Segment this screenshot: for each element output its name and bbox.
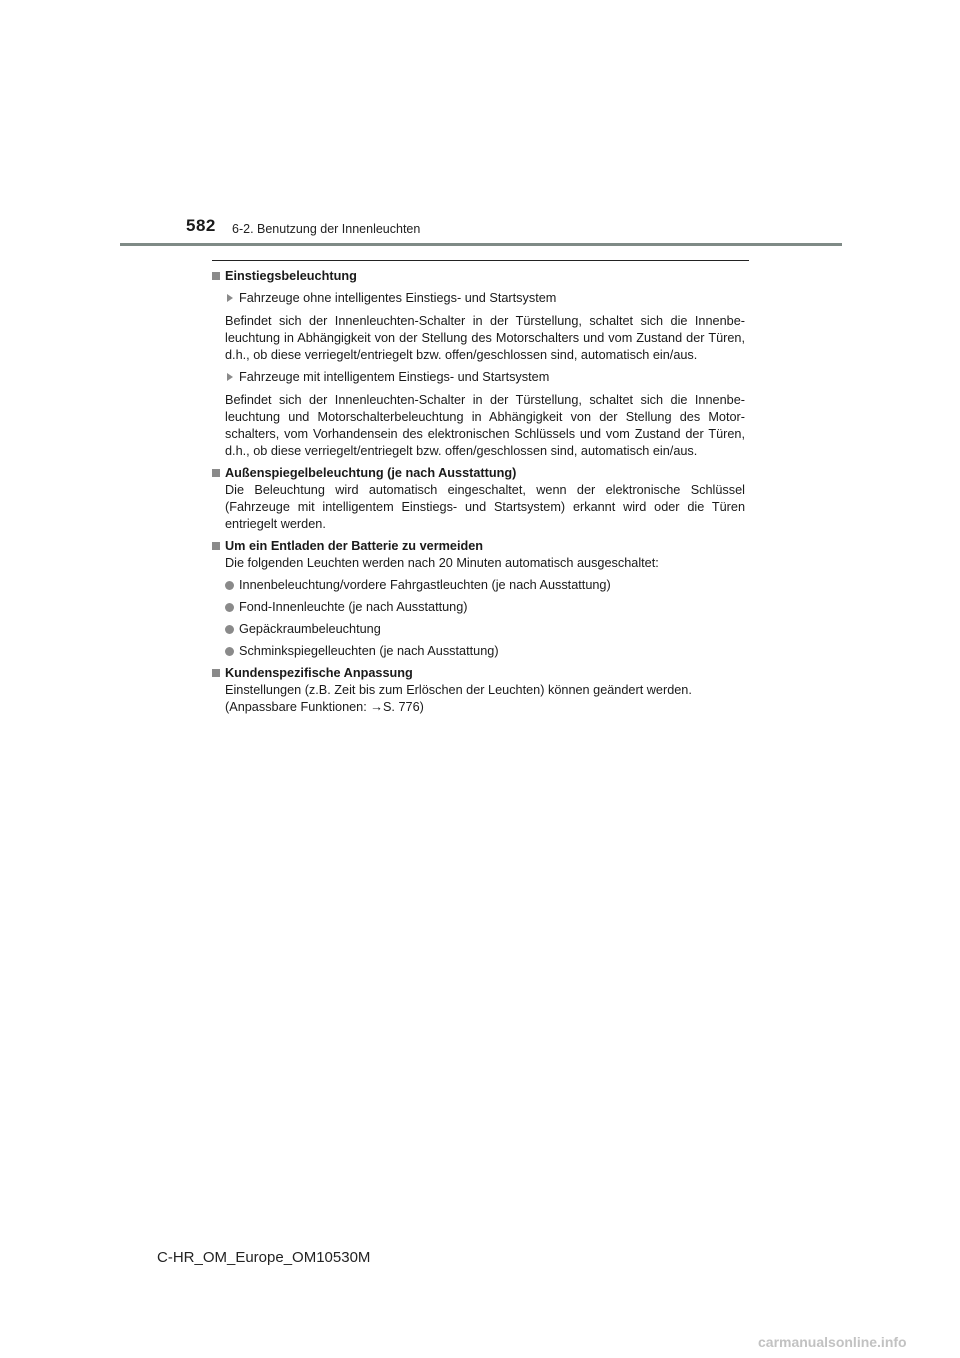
paragraph: Befindet sich der Innenleuchten-Schalter in der Türstellung, schaltet sich die Innenbe-leuchtung in Abhängigkeit von der Stellung des Motorschalters und vom Zustand der Türen, d.h., ob diese verriegelt/entriegelt bzw. offen/geschlossen sind, automatisch ein/aus. <box>225 314 745 362</box>
subheading <box>225 290 745 307</box>
section-batterie <box>211 538 745 660</box>
page-number: 582 <box>186 216 216 235</box>
square-bullet-icon <box>212 542 220 550</box>
list-item-text: Innenbeleuchtung/vordere Fahrgastleuchten (je nach Ausstattung) <box>239 578 611 592</box>
list-item <box>225 643 745 660</box>
subheading-text: Fahrzeuge ohne intelligentes Einstiegs- und Startsystem <box>239 291 557 305</box>
subheading-text: Fahrzeuge mit intelligentem Einstiegs- und Startsystem <box>239 370 550 384</box>
section-heading <box>211 268 745 285</box>
list-item <box>225 621 745 638</box>
paragraph: Befindet sich der Innenleuchten-Schalter in der Türstellung, schaltet sich die Innenbe-leuchtung und Motorschalterbeleuchtung in Abhängigkeit von der Stellung des Motor-schalters, vom Vorhandensein des elektronischen Schlüssels und vom Zustand der Türen, d.h., ob diese verriegelt/entriegelt bzw. offen/geschlossen sind, automatisch ein/aus. <box>225 393 745 458</box>
list-item <box>225 599 745 616</box>
section-title: 6-2. Benutzung der Innenleuchten <box>232 222 421 236</box>
subheading <box>225 369 745 386</box>
circle-bullet-icon <box>225 603 234 612</box>
triangle-bullet-icon <box>227 373 233 381</box>
paragraph: Die folgenden Leuchten werden nach 20 Minuten automatisch ausgeschaltet: <box>225 556 659 570</box>
section-heading <box>211 665 745 682</box>
section-anpassung <box>211 665 745 716</box>
list-item-text: Schminkspiegelleuchten (je nach Ausstattung) <box>239 644 499 658</box>
document-code: C-HR_OM_Europe_OM10530M <box>157 1249 371 1266</box>
heading-text: Außenspiegelbeleuchtung (je nach Ausstattung) <box>225 466 517 480</box>
paragraph: Einstellungen (z.B. Zeit bis zum Erlöschen der Leuchten) können geändert werden. <box>225 683 692 697</box>
list-item-text: Fond-Innenleuchte (je nach Ausstattung) <box>239 600 468 614</box>
section-heading <box>211 465 745 482</box>
page-reference-link[interactable]: (Anpassbare Funktionen: →S. 776) <box>225 700 424 714</box>
heading-text: Einstiegsbeleuchtung <box>225 269 357 283</box>
paragraph: Die Beleuchtung wird automatisch eingeschaltet, wenn der elektronische Schlüssel (Fahrzeuge mit intelligentem Einstiegs- und Startsystem) erkannt wird oder die Türen entriegelt werden. <box>225 483 745 531</box>
content-rule <box>212 260 749 261</box>
circle-bullet-icon <box>225 625 234 634</box>
section-einstiegsbeleuchtung <box>211 268 745 460</box>
circle-bullet-icon <box>225 647 234 656</box>
list-item-text: Gepäckraumbeleuchtung <box>239 622 381 636</box>
circle-bullet-icon <box>225 581 234 590</box>
list-item <box>225 577 745 594</box>
square-bullet-icon <box>212 669 220 677</box>
triangle-bullet-icon <box>227 294 233 302</box>
section-aussenspiegelbeleuchtung <box>211 465 745 533</box>
square-bullet-icon <box>212 469 220 477</box>
square-bullet-icon <box>212 272 220 280</box>
heading-text: Um ein Entladen der Batterie zu vermeiden <box>225 539 484 553</box>
header-rule <box>120 243 842 246</box>
watermark: carmanualsonline.info <box>758 1334 907 1350</box>
content <box>211 268 745 721</box>
heading-text: Kundenspezifische Anpassung <box>225 666 413 680</box>
section-heading <box>211 538 745 555</box>
